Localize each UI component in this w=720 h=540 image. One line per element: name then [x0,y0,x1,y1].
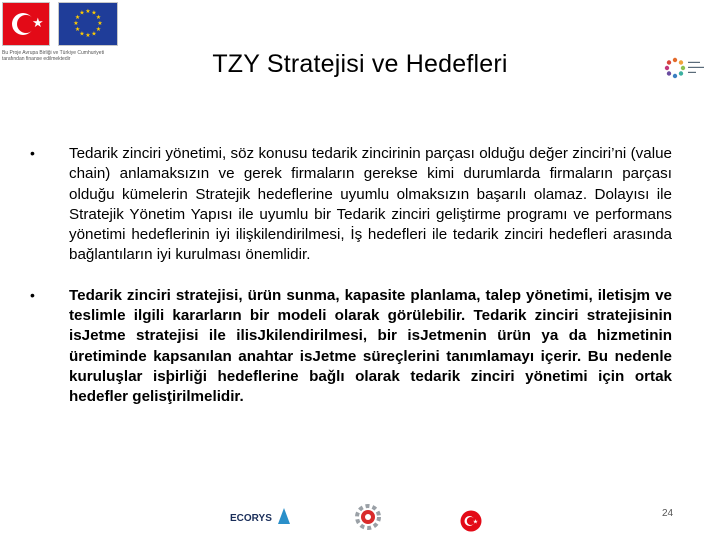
project-logo: ▬▬▬ ▬▬▬▬ ▬▬ [664,55,718,81]
svg-text:★: ★ [74,26,81,33]
svg-text:★: ★ [74,14,81,21]
bullet-text: Tedarik zinciri yönetimi, söz konusu tedarik zincirinin parçası olduğu değer zinciri’ni (value chain) anlamaksızın ve gerek firmaların gerekse kimi durumlarda firmaların parçası olduğu kümelerin Stratejik hedeflerine uyumlu olmaksızın başarılı olamaz. Dolayısı ile Stratejik Yönetim Yapısı ile uyumlu bir Tedarik zinciri geliştirme programı ve performans yönetimi hedeflerinin iyi ilişkilendirilmesi, İş hedefleri ile tedarik zinciri hedefleri arasında bağlantıların iyi kurulması önemlidir. [69,145,672,264]
svg-text:★: ★ [95,26,102,33]
svg-text:★: ★ [79,30,85,38]
gear-icon [353,502,383,532]
list-item [0,286,720,408]
eu-stars-icon [59,3,117,45]
ecorys-logo: ECORYS [230,505,288,535]
turkey-flag-logo [2,2,50,46]
eu-flag-logo [58,2,118,46]
svg-text:★: ★ [95,14,102,21]
svg-text:★: ★ [97,20,103,27]
svg-text:★: ★ [91,30,97,38]
funding-note: Bu Proje Avrupa Birliği ve Türkiye Cumhuriyeti tarafından finanse edilmektedir [2,50,105,62]
bullet-marker: • [30,145,35,161]
triangle-icon [278,508,290,524]
page-number: 24 [662,508,674,519]
bullet-text: Tedarik zinciri stratejisi, ürün sunma, kapasite planlama, talep yönetimi, iletisjm ve teslimle ilgili kararların bir modeli olarak görülebilir. Tedarik zinciri stratejisinin isJetme stratejisi ile ilisJkilendirilmesi, bir isJetmenin ürün ya da hizmetinin üretiminde kapsanılan anahtar isJetme süreçlerini tanımlamayı içerir. Bu nedenle kuruluşlar isþirliǧi hedeflerine baǧlı olarak tedarik zinciri yönetimi için ortak hedefler gelisţirilmelidir. [69,286,672,406]
svg-text:★: ★ [85,8,91,15]
page-title: TZY Stratejisi ve Hedefleri [212,50,508,78]
svg-text:★: ★ [472,518,479,526]
svg-text:★: ★ [91,9,97,17]
circle-dots-icon [664,57,686,79]
crescent-star-icon [460,510,482,532]
svg-text:★: ★ [73,20,79,27]
slide-content [0,144,720,428]
svg-text:★: ★ [85,32,91,39]
bullet-marker: • [30,286,35,303]
star-icon: ★ [32,15,44,30]
turkey-seal-logo [460,510,482,532]
svg-text:★: ★ [79,9,85,17]
list-item [0,144,720,266]
gear-logo [353,502,383,532]
